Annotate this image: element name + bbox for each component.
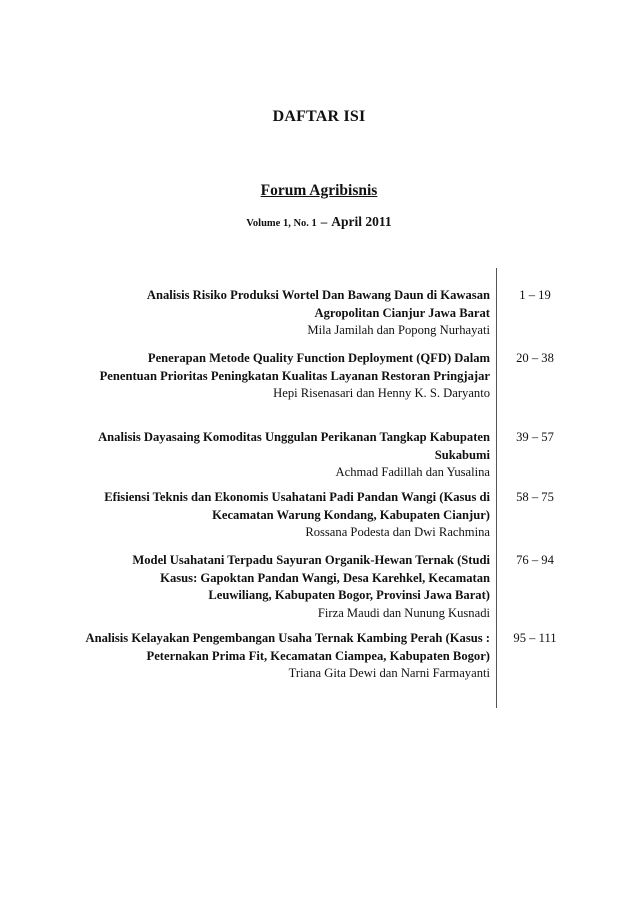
issue-line <box>0 214 638 230</box>
entry-authors: Triana Gita Dewi dan Narni Farmayanti <box>288 666 490 680</box>
entry-text <box>80 287 490 340</box>
entry-title: Efisiensi Teknis dan Ekonomis Usahatani Padi Pandan Wangi (Kasus di Kecamatan Warung Kondang, Kabupaten Cianjur) <box>104 490 490 522</box>
entry-pages: 95 – 111 <box>513 631 557 645</box>
column-divider <box>496 268 497 708</box>
entry-authors: Achmad Fadillah dan Yusalina <box>335 465 490 479</box>
entry-title: Penerapan Metode Quality Function Deployment (QFD) Dalam Penentuan Prioritas Peningkatan Kualitas Layanan Restoran Pringjajar <box>99 351 490 383</box>
entry-pages: 39 – 57 <box>516 430 554 444</box>
page-title: DAFTAR ISI <box>272 108 366 125</box>
volume-number: Volume 1, No. 1 <box>246 218 317 229</box>
entry-pages: 58 – 75 <box>516 490 554 504</box>
entry-title: Analisis Dayasaing Komoditas Unggulan Perikanan Tangkap Kabupaten Sukabumi <box>98 430 490 462</box>
entry-authors: Firza Maudi dan Nunung Kusnadi <box>317 605 490 620</box>
entry-pages: 76 – 94 <box>516 553 554 567</box>
journal-name: Forum Agribisnis <box>260 182 378 199</box>
entry-text <box>90 350 490 403</box>
entry-text <box>80 489 490 542</box>
entry-pages: 20 – 38 <box>516 351 554 365</box>
issue-dash: – <box>320 214 328 229</box>
entry-title: Analisis Risiko Produksi Wortel Dan Bawang Daun di Kawasan Agropolitan Cianjur Jawa Barat <box>146 288 490 320</box>
entry-authors: Mila Jamilah dan Popong Nurhayati <box>307 323 490 337</box>
entry-authors: Rossana Podesta dan Dwi Rachmina <box>305 525 490 539</box>
entry-title: Model Usahatani Terpadu Sayuran Organik-Hewan Ternak (Studi Kasus: Gapoktan Pandan Wangi, Desa Karehkel, Kecamatan Leuwiliang, Kabupaten Bogor, Provinsi Jawa Barat) <box>132 553 490 602</box>
issue-date: April 2011 <box>331 214 392 229</box>
entry-text <box>100 552 490 622</box>
entry-pages: 1 – 19 <box>519 288 551 302</box>
entry-text <box>80 630 490 683</box>
entry-title: Analisis Kelayakan Pengembangan Usaha Ternak Kambing Perah (Kasus : Peternakan Prima Fit, Kecamatan Ciampea, Kabupaten Bogor) <box>85 631 490 663</box>
entry-authors: Hepi Risenasari dan Henny K. S. Daryanto <box>273 386 490 400</box>
entry-text <box>80 429 490 482</box>
